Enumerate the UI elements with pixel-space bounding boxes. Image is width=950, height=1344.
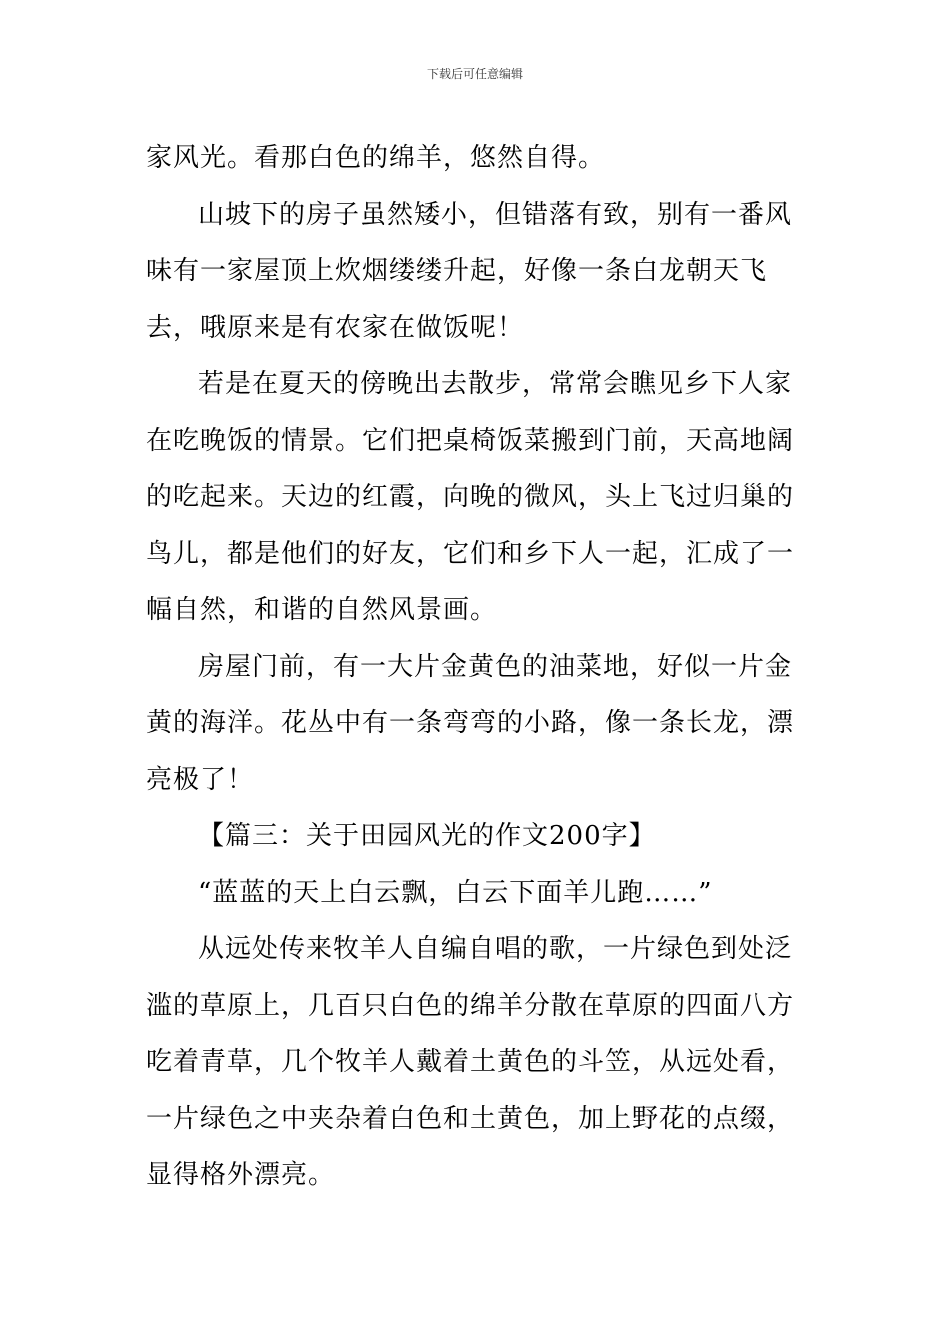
paragraph-summer-dinner: 若是在夏天的傍晚出去散步，常常会瞧见乡下人家在吃晚饭的情景。它们把桌椅饭菜搬到门前，天高地阔的吃起来。天边的红霞，向晚的微风，头上飞过归巢的鸟儿，都是他们的好友，它们和乡下人一起，汇成了一幅自然，和谐的自然风景画。 [146, 369, 795, 625]
section-heading: 【篇三：关于田园风光的作文200字】 [198, 821, 656, 851]
paragraph-rapeseed-field: 房屋门前，有一大片金黄色的油菜地，好似一片金黄的海洋。花丛中有一条弯弯的小路，像一条长龙，漂亮极了！ [146, 651, 795, 795]
page-header: 下载后可任意编辑 [426, 67, 523, 81]
paragraph-houses: 山坡下的房子虽然矮小，但错落有致，别有一番风味有一家屋顶上炊烟缕缕升起，好像一条白龙朝天飞去，哦原来是有农家在做饭呢！ [146, 199, 793, 343]
paragraph-grassland: 从远处传来牧羊人自编自唱的歌，一片绿色到处泛滥的草原上，几百只白色的绵羊分散在草原的四面八方吃着青草，几个牧羊人戴着土黄色的斗笠，从远处看，一片绿色之中夹杂着白色和土黄色，加上野花的点缀，显得格外漂亮。 [146, 934, 795, 1190]
document-body [146, 130, 812, 1204]
paragraph-song-quote: “蓝蓝的天上白云飘，白云下面羊儿跑……” [198, 877, 713, 908]
paragraph-continuation: 家风光。看那白色的绵羊，悠然自得。 [146, 143, 606, 173]
